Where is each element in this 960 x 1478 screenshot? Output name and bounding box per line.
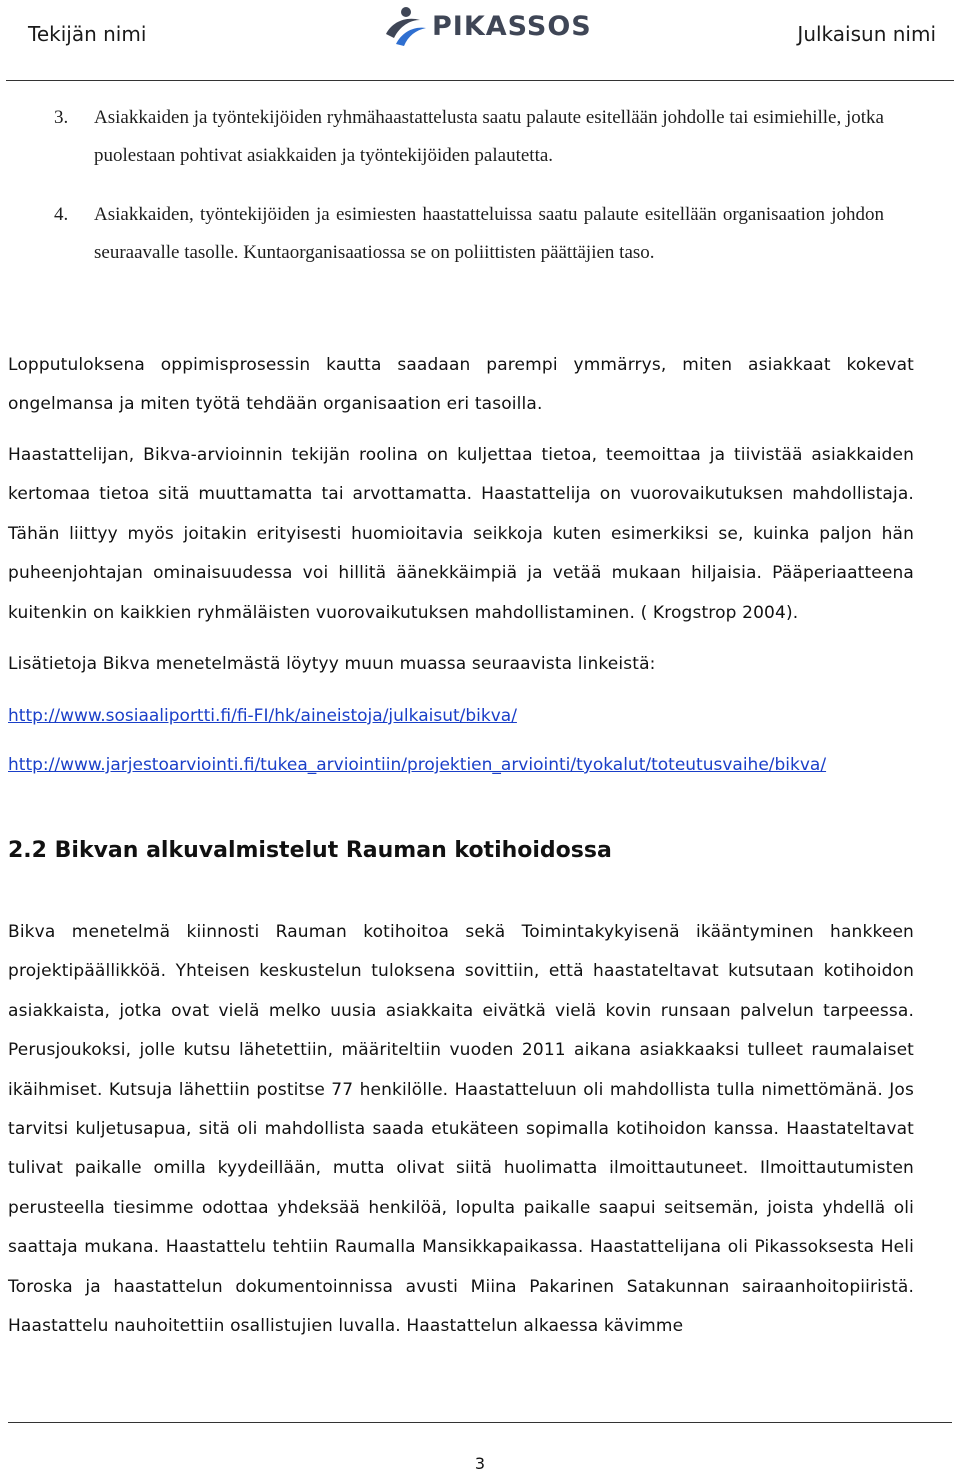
list-item [54, 99, 884, 175]
header-publication: Julkaisun nimi [797, 22, 936, 46]
paragraph-outcome: Lopputuloksena oppimisprosessin kautta saadaan parempi ymmärrys, miten asiakkaat kokevat ongelmansa ja miten työtä tehdään organisaation eri tasoilla. [8, 355, 914, 414]
list-item-text: Asiakkaiden, työntekijöiden ja esimiesten haastatteluissa saatu palaute esitellään organisaation johdon seuraavalle tasolle. Kuntaorganisaatiossa se on poliittisten päättäjien taso. [94, 204, 884, 263]
list-item [54, 196, 884, 272]
link-sosiaaliportti[interactable]: http://www.sosiaaliportti.fi/fi-FI/hk/aineistoja/julkaisut/bikva/ [8, 706, 517, 726]
link-jarjestoarviointi[interactable]: http://www.jarjestoarviointi.fi/tukea_arviointiin/projektien_arviointi/tyokalut/toteutusvaihe/bikva/ [8, 755, 827, 775]
footer-divider [8, 1422, 952, 1423]
section-body: Bikva menetelmä kiinnosti Rauman kotihoitoa sekä Toimintakykyisenä ikääntyminen hankkeen projektipäällikköä. Yhteisen keskustelun tuloksena sovittiin, että haastateltavat kutsutaan kotihoidon asiakkaista, jotka ovat vielä melko uusia asiakkaita eivätkä vielä kovin runsaan palvelun tarpeessa. Perusjoukoksi, jolle kutsu lähetettiin, määriteltiin vuoden 2011 aikana asiakkaaksi tulleet raumalaiset ikäihmiset. Kutsuja lähettiin postitse 77 henkilölle. Haastatteluun oli mahdollista tulla nimettömänä. Jos tarvitsi kuljetusapua, sitä oli mahdollista saada etukäteen sopimalla kotihoidon kanssa. Haastateltavat tulivat paikalle omilla kyydeillään, mutta olivat siitä huolimatta ilmoittautuneet. Ilmoittautumisten perusteella tiesimme odottaa yhdeksää henkilöä, lopulta paikalle saapui seitsemän, joista yhdellä oli saattaja mukana. Haastattelu tehtiin Raumalla Mansikkapaikassa. Haastattelijana oli Pikassoksesta Heli Toroska ja haastattelun dokumentoinnissa avusti Miina Pakarinen Satakunnan sairaanhoitopiiristä. Haastattelu nauhoitettiin osallistujien luvalla. Haastattelun alkaessa kävimme [8, 922, 914, 1337]
page-number: 3 [474, 1454, 486, 1473]
list-item-number: 4. [54, 204, 69, 225]
pikassos-logo-icon [380, 4, 428, 48]
list-item-text: Asiakkaiden ja työntekijöiden ryhmähaastattelusta saatu palaute esitellään johdolle tai esimiehille, jotka puolestaan pohtivat asiakkaiden ja työntekijöiden palautetta. [94, 107, 884, 166]
header-divider [6, 80, 954, 81]
page-header [0, 0, 960, 82]
logo-text: PIKASSOS [432, 10, 592, 42]
section-heading: 2.2 Bikvan alkuvalmistelut Rauman kotihoidossa [8, 838, 612, 863]
pikassos-logo [380, 4, 592, 48]
list-item-number: 3. [54, 107, 69, 128]
paragraph-more-info: Lisätietoja Bikva menetelmästä löytyy muun muassa seuraavista linkeistä: [8, 654, 656, 674]
header-author: Tekijän nimi [28, 22, 147, 46]
paragraph-interviewer-role: Haastattelijan, Bikva-arvioinnin tekijän roolina on kuljettaa tietoa, teemoittaa ja tiivistää asiakkaiden kertomaa tietoa sitä muuttamatta tai arvottamatta. Haastattelija on vuorovaikutuksen mahdollistaja. Tähän liittyy myös joitakin erityisesti huomioitavia seikkoja kuten esimerkiksi se, kuinka paljon hän puheenjohtajan ominaisuudessa voi hillitä äänekkäimpiä ja vetää mukaan hiljaisia. Pääperiaatteena kuitenkin on kaikkien ryhmäläisten vuorovaikutuksen mahdollistaminen. ( Krogstrop 2004). [8, 445, 914, 623]
